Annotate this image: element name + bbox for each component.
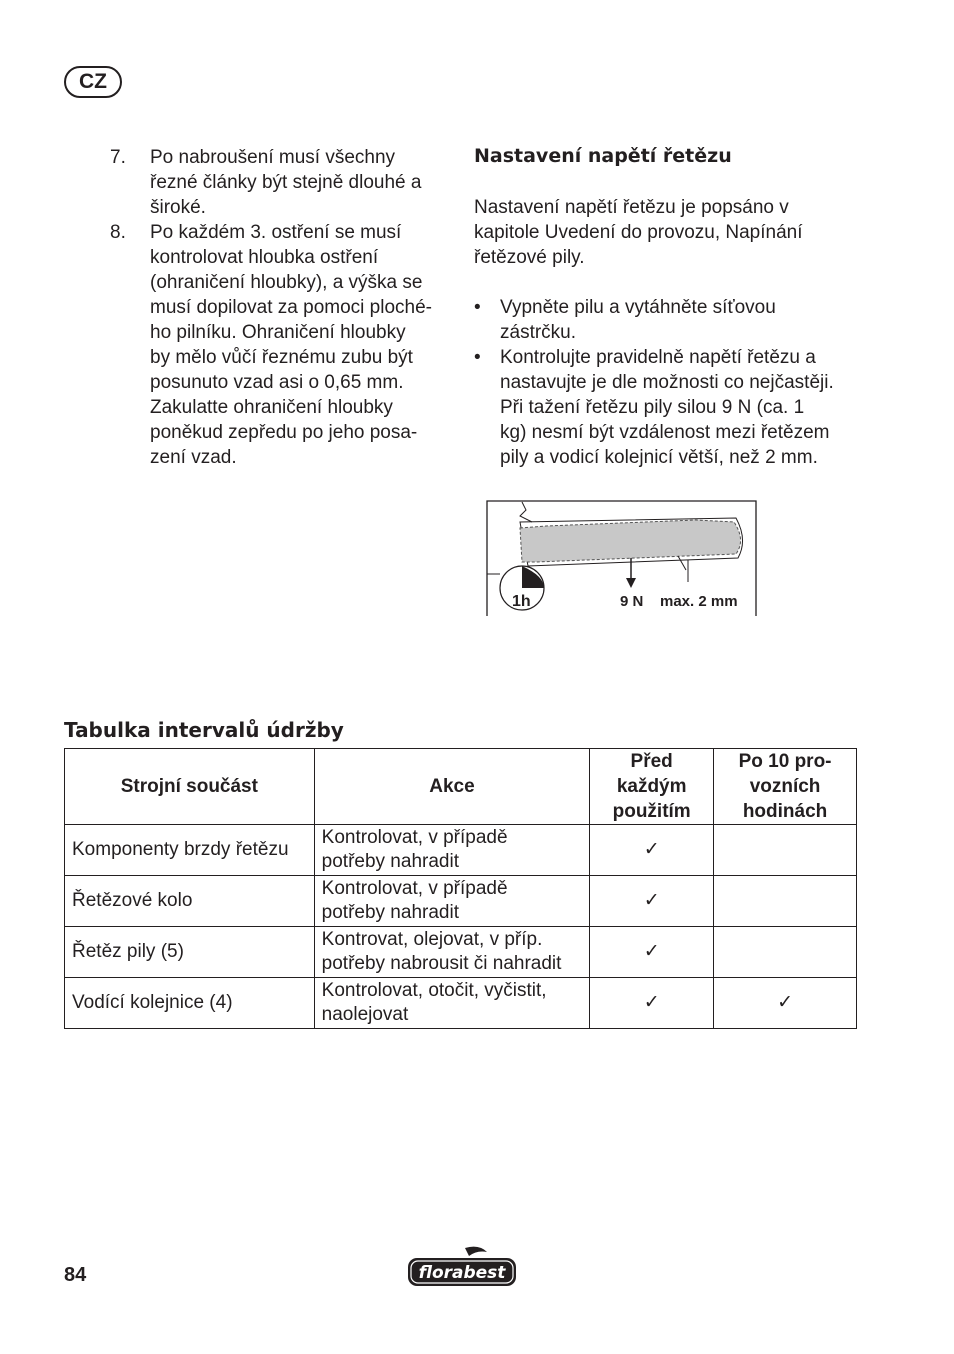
header-line: Strojní součást (120, 776, 258, 797)
table-row (65, 978, 857, 1029)
text-line: poněkud zepředu po jeho posa- (150, 422, 418, 443)
table-row (65, 825, 857, 876)
table-title: Tabulka intervalů údržby (64, 718, 344, 742)
list-text (150, 220, 450, 470)
cell-after-10h (714, 825, 857, 876)
cell-part: Řetězové kolo (65, 876, 315, 927)
logo-text: florabest (418, 1263, 506, 1283)
cell-part: Řetěz pily (5) (65, 927, 315, 978)
text-line: kg) nesmí být vzdálenost mezi řetězem (500, 422, 830, 443)
chain-saw-bar (520, 520, 741, 562)
header-after-10h (714, 749, 857, 825)
chain-stroke-line (520, 502, 532, 522)
text-line: ho pilníku. Ohraničení hloubky (150, 322, 406, 343)
text-line: Po nabroušení musí všechny (150, 147, 396, 168)
check-icon: ✓ (590, 825, 714, 876)
cell-after-10h (714, 927, 857, 978)
cell-line: potřeby nahradit (321, 902, 459, 923)
chain-tension-figure (486, 500, 758, 616)
text-line: Kontrolujte pravidelně napětí řetězu a (500, 347, 816, 368)
text-line: Při tažení řetězu pily silou 9 N (ca. 1 (500, 397, 805, 418)
cell-line: Kontrovat, olejovat, v příp. (321, 929, 543, 950)
logo-leaf (465, 1247, 487, 1256)
force-label: 9 N (620, 593, 644, 610)
text-line: Zakulatte ohraničení hloubky (150, 397, 393, 418)
cell-line: potřeby nahradit (321, 851, 459, 872)
cell-line: naolejovat (321, 1004, 409, 1025)
cell-action (314, 825, 590, 876)
intro-paragraph (474, 195, 874, 270)
text-line: Nastavení napětí řetězu je popsáno v (474, 197, 789, 218)
cell-line: Kontrolovat, otočit, vyčistit, (321, 980, 547, 1001)
text-line: řezné články být stejně dlouhé a (150, 172, 422, 193)
cell-line: Kontrolovat, v případě (321, 827, 508, 848)
header-line: Před (630, 751, 673, 772)
header-line: použitím (612, 801, 691, 822)
cell-part: Vodící kolejnice (4) (65, 978, 315, 1029)
check-icon: ✓ (590, 978, 714, 1029)
header-action (314, 749, 590, 825)
header-line: vozních (749, 776, 821, 797)
list-item (110, 220, 450, 470)
table-row (65, 876, 857, 927)
text-line: zástrčku. (500, 322, 577, 343)
text-line: široké. (150, 197, 206, 218)
distance-label: max. 2 mm (660, 593, 738, 610)
text-line: (ohraničení hloubky), a výška se (150, 272, 423, 293)
bullet-text (500, 345, 834, 470)
list-text (150, 145, 450, 220)
cell-after-10h (714, 876, 857, 927)
header-line: každým (616, 776, 687, 797)
page-number: 84 (64, 1264, 87, 1286)
language-badge: CZ (64, 66, 122, 98)
header-line: Po 10 pro- (738, 751, 832, 772)
text-line: musí dopilovat za pomoci ploché- (150, 297, 432, 318)
cell-line: Kontrolovat, v případě (321, 878, 508, 899)
header-part (65, 749, 315, 825)
section-heading: Nastavení napětí řetězu (474, 145, 732, 167)
text-line: Vypněte pilu a vytáhněte síťovou (500, 297, 776, 318)
list-item (110, 145, 450, 220)
list-number: 7. (110, 147, 126, 168)
cell-action (314, 876, 590, 927)
check-icon: ✓ (714, 978, 857, 1029)
cell-line: potřeby nabrousit či nahradit (321, 953, 562, 974)
check-icon: ✓ (590, 927, 714, 978)
maintenance-table (64, 748, 857, 1029)
table-row (65, 927, 857, 978)
florabest-logo (407, 1246, 517, 1288)
cell-action (314, 927, 590, 978)
text-line: nastavujte je dle možnosti co nejčastěji. (500, 372, 834, 393)
time-label: 1h (512, 593, 531, 610)
text-line: kapitole Uvedení do provozu, Napínání (474, 222, 803, 243)
bullet-item (474, 345, 874, 470)
cell-part: Komponenty brzdy řetězu (65, 825, 315, 876)
cell-action (314, 978, 590, 1029)
text-line: posunuto vzad asi o 0,65 mm. (150, 372, 404, 393)
check-icon: ✓ (590, 876, 714, 927)
text-line: zení vzad. (150, 447, 237, 468)
header-line: Akce (429, 776, 475, 797)
text-line: pily a vodicí kolejnicí větší, než 2 mm. (500, 447, 818, 468)
table-header-row (65, 749, 857, 825)
text-line: řetězové pily. (474, 247, 585, 268)
text-line: kontrolovat hloubka ostření (150, 247, 379, 268)
bullet-text (500, 295, 776, 345)
left-column (110, 145, 450, 470)
header-before-use (590, 749, 714, 825)
text-line: by mělo vůčí řeznému zubu být (150, 347, 413, 368)
list-number: 8. (110, 222, 126, 243)
force-arrow-head (626, 578, 636, 588)
bullet-list (474, 295, 874, 470)
bullet-dot: • (474, 297, 481, 318)
bullet-dot: • (474, 347, 481, 368)
text-line: Po každém 3. ostření se musí (150, 222, 402, 243)
header-line: hodinách (742, 801, 828, 822)
bullet-item (474, 295, 874, 345)
distance-mark-line (678, 556, 686, 570)
